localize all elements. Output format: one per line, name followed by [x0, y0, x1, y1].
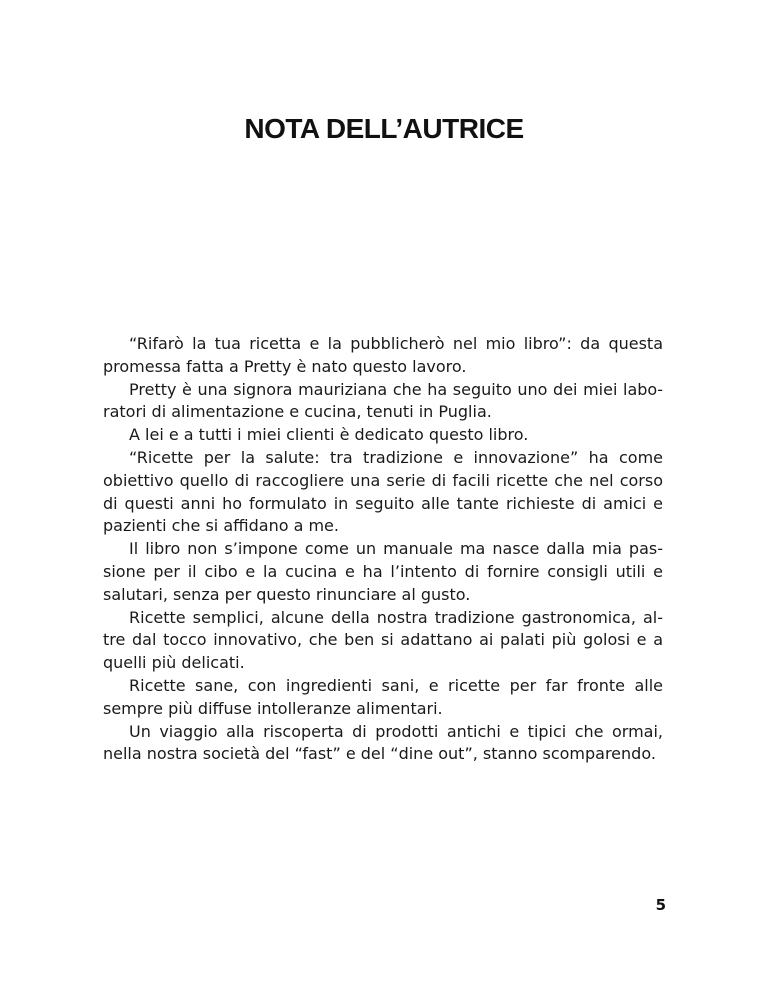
- paragraph: Il libro non s’impone come un manuale ma nasce dalla mia passione per il cibo e la cucina e ha l’intento di fornire consigli utili e salutari, senza per questo rinunciare al gusto.: [103, 539, 663, 604]
- paragraph: Un viaggio alla riscoperta di prodotti antichi e tipici che ormai, nella nostra società del “fast” e del “dine out”, stanno scomparendo.: [103, 721, 663, 764]
- chapter-title: NOTA DELL’AUTRICE: [244, 112, 524, 144]
- paragraph: A lei e a tutti i miei clienti è dedicato questo libro.: [129, 425, 529, 445]
- paragraph: Ricette sane, con ingredienti sani, e ricette per far fronte alle sempre più diffuse intolleranze alimentari.: [103, 675, 663, 718]
- chapter-body: [103, 333, 663, 766]
- page-number: 5: [655, 896, 666, 914]
- paragraph: “Ricette per la salute: tra tradizione e innovazione” ha come obiettivo quello di raccogliere una serie di facili ricette che nel corso di questi anni ho formulato in seguito alle tante richieste di amici e pazienti che si affidano a me.: [103, 447, 663, 536]
- paragraph: Pretty è una signora mauriziana che ha seguito uno dei miei laboratori di alimentazione e cucina, tenuti in Puglia.: [103, 379, 663, 422]
- paragraph: Ricette semplici, alcune della nostra tradizione gastronomica, altre dal tocco innovativo, che ben si adattano ai palati più golosi e a quelli più delicati.: [103, 607, 663, 673]
- paragraph: “Rifarò la tua ricetta e la pubblicherò nel mio libro”: da questa promessa fatta a Pretty è nato questo lavoro.: [103, 334, 663, 376]
